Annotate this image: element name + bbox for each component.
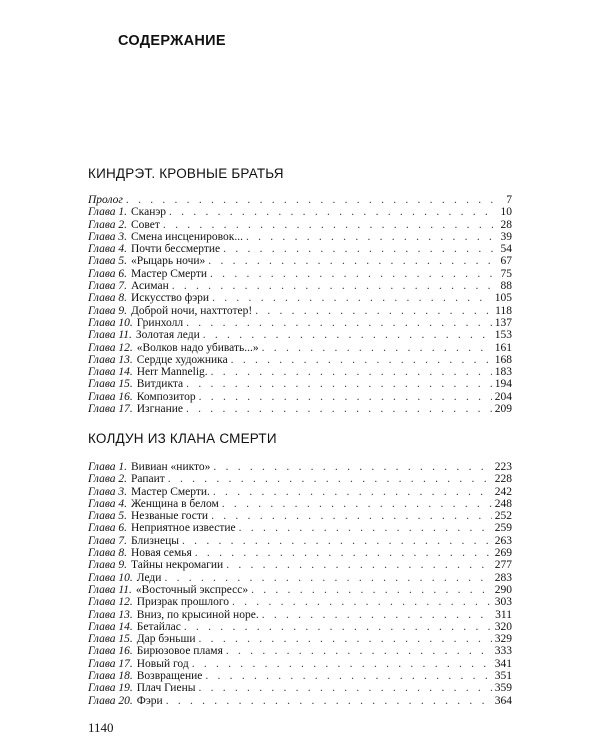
- chapter-title: Искусство фэри: [131, 292, 210, 305]
- dot-leader: [195, 547, 492, 559]
- page-title: СОДЕРЖАНИЕ: [118, 33, 226, 49]
- chapter-label: Глава 3.: [88, 485, 127, 498]
- dot-leader: [210, 268, 497, 280]
- chapter-page-number: 168: [494, 353, 512, 366]
- chapter-title: Бирюзовое пламя: [136, 645, 223, 658]
- chapter-title: «Рыцарь ночи»: [131, 255, 206, 268]
- chapter-title: Рапаит: [131, 473, 165, 486]
- chapter-page-number: 28: [500, 218, 512, 231]
- chapter-page-number: 105: [494, 292, 512, 305]
- chapter-title: Золотая леди: [135, 329, 200, 342]
- chapter-title: Смена инсценировок...: [131, 230, 243, 243]
- section-heading: КИНДРЭТ. КРОВНЫЕ БРАТЬЯ: [88, 166, 284, 181]
- chapter-label: Глава 5.: [88, 510, 127, 523]
- toc-entry: [88, 609, 512, 621]
- dot-leader: [164, 572, 491, 584]
- dot-leader: [255, 305, 492, 317]
- toc-entry: [88, 268, 512, 280]
- chapter-label: Глава 14.: [88, 366, 133, 379]
- chapter-label: Глава 2.: [88, 218, 127, 231]
- chapter-title: Близнецы: [131, 534, 180, 547]
- toc-entry: [88, 305, 512, 317]
- chapter-label: Глава 16.: [88, 390, 133, 403]
- dot-leader: [184, 621, 492, 633]
- dot-leader: [239, 522, 492, 534]
- chapter-title: Изгнание: [136, 403, 183, 416]
- chapter-page-number: 359: [494, 682, 512, 695]
- chapter-label: Глава 13.: [88, 608, 133, 621]
- chapter-page-number: 320: [494, 620, 512, 633]
- toc-entry: [88, 403, 512, 415]
- chapter-label: Глава 17.: [88, 657, 133, 670]
- toc-entry: [88, 658, 512, 670]
- dot-leader: [223, 243, 497, 255]
- chapter-title: Herr Mannelig.: [136, 366, 208, 379]
- chapter-page-number: 183: [494, 366, 512, 379]
- chapter-page-number: 39: [500, 230, 512, 243]
- chapter-label: Глава 7.: [88, 534, 127, 547]
- chapter-label: Глава 16.: [88, 645, 133, 658]
- chapter-page-number: 204: [494, 390, 512, 403]
- chapter-label: Глава 1.: [88, 461, 127, 473]
- toc-list: [88, 194, 512, 415]
- chapter-page-number: 333: [494, 645, 512, 658]
- chapter-title: Витдикта: [136, 378, 184, 391]
- toc-entry: [88, 645, 512, 657]
- chapter-label: Глава 17.: [88, 403, 133, 416]
- chapter-page-number: 7: [506, 194, 512, 206]
- chapter-page-number: 269: [494, 547, 512, 560]
- chapter-label: Глава 8.: [88, 292, 127, 305]
- chapter-label: Глава 10.: [88, 571, 133, 584]
- toc-entry: [88, 354, 512, 366]
- toc-entry: [88, 194, 512, 206]
- toc-list: [88, 461, 512, 707]
- chapter-page-number: 259: [494, 522, 512, 535]
- toc-entry: [88, 547, 512, 559]
- chapter-title: Сердце художника: [136, 353, 228, 366]
- chapter-title: «Волков надо убивать...»: [136, 341, 259, 354]
- dot-leader: [208, 255, 497, 267]
- chapter-label: Глава 9.: [88, 559, 127, 572]
- chapter-page-number: 283: [494, 571, 512, 584]
- chapter-page-number: 351: [494, 670, 512, 683]
- chapter-title: Плач Гиены: [136, 682, 196, 695]
- chapter-label: Глава 1.: [88, 206, 127, 219]
- chapter-title: Неприятное известие: [131, 522, 236, 535]
- toc-entry: [88, 391, 512, 403]
- chapter-title: Совет: [131, 218, 160, 231]
- chapter-label: Глава 9.: [88, 304, 127, 317]
- dot-leader: [232, 596, 492, 608]
- section-heading: КОЛДУН ИЗ КЛАНА СМЕРТИ: [88, 431, 277, 446]
- dot-leader: [231, 354, 492, 366]
- chapter-page-number: 10: [500, 206, 512, 219]
- chapter-page-number: 248: [494, 497, 512, 510]
- dot-leader: [222, 498, 492, 510]
- dot-leader: [226, 559, 492, 571]
- chapter-page-number: 263: [494, 534, 512, 547]
- chapter-title: Доброй ночи, нахттотер!: [131, 304, 253, 317]
- toc-entry: [88, 584, 512, 596]
- dot-leader: [169, 206, 497, 218]
- chapter-title: Незваные гости: [131, 510, 209, 523]
- dot-leader: [166, 695, 492, 707]
- chapter-title: Мастер Смерти: [131, 267, 208, 280]
- chapter-label: Глава 14.: [88, 620, 133, 633]
- chapter-label: Глава 20.: [88, 694, 133, 707]
- dot-leader: [205, 670, 491, 682]
- chapter-title: Вниз, по крысиной норе.: [136, 608, 259, 621]
- dot-leader: [246, 231, 498, 243]
- toc-entry: [88, 621, 512, 633]
- dot-leader: [251, 584, 492, 596]
- chapter-page-number: 153: [494, 329, 512, 342]
- toc-entry: [88, 670, 512, 682]
- chapter-label: Глава 3.: [88, 230, 127, 243]
- dot-leader: [186, 378, 492, 390]
- dot-leader: [163, 219, 498, 231]
- dot-leader: [213, 461, 491, 473]
- chapter-label: Глава 18.: [88, 670, 133, 683]
- chapter-title: Почти бессмертие: [131, 243, 221, 256]
- chapter-label: Глава 4.: [88, 497, 127, 510]
- chapter-page-number: 54: [500, 243, 512, 256]
- toc-entry: [88, 206, 512, 218]
- chapter-title: Композитор: [136, 390, 196, 403]
- dot-leader: [226, 645, 492, 657]
- chapter-label: Глава 6.: [88, 522, 127, 535]
- toc-entry: [88, 522, 512, 534]
- chapter-title: Сканэр: [131, 206, 167, 219]
- dot-leader: [198, 682, 491, 694]
- toc-entry: [88, 510, 512, 522]
- chapter-title: Призрак прошлого: [136, 596, 229, 609]
- dot-leader: [203, 329, 492, 341]
- chapter-page-number: 242: [494, 485, 512, 498]
- dot-leader: [199, 633, 492, 645]
- chapter-page-number: 290: [494, 583, 512, 596]
- chapter-page-number: 137: [494, 316, 512, 329]
- chapter-page-number: 209: [494, 403, 512, 416]
- dot-leader: [262, 609, 492, 621]
- chapter-label: Глава 15.: [88, 378, 133, 391]
- chapter-title: Мастер Смерти.: [131, 485, 210, 498]
- chapter-label: Глава 12.: [88, 341, 133, 354]
- chapter-title: Дар бэньши: [136, 633, 196, 646]
- chapter-label: Глава 13.: [88, 353, 133, 366]
- toc-entry: [88, 572, 512, 584]
- dot-leader: [172, 280, 498, 292]
- chapter-title: Леди: [136, 571, 162, 584]
- toc-entry: [88, 317, 512, 329]
- toc-entry: [88, 366, 512, 378]
- chapter-page-number: 118: [495, 304, 512, 317]
- toc-entry: [88, 329, 512, 341]
- chapter-page-number: 75: [500, 267, 512, 280]
- toc-entry: [88, 498, 512, 510]
- chapter-label: Глава 19.: [88, 682, 133, 695]
- dot-leader: [168, 473, 492, 485]
- toc-entry: [88, 633, 512, 645]
- toc-entry: [88, 378, 512, 390]
- toc-entry: [88, 473, 512, 485]
- dot-leader: [211, 510, 492, 522]
- chapter-page-number: 329: [494, 633, 512, 646]
- toc-entry: [88, 243, 512, 255]
- chapter-title: Новый год: [136, 657, 189, 670]
- toc-entry: [88, 461, 512, 473]
- dot-leader: [192, 658, 492, 670]
- toc-entry: [88, 255, 512, 267]
- chapter-label: Глава 4.: [88, 243, 127, 256]
- chapter-page-number: 341: [494, 657, 512, 670]
- chapter-page-number: 161: [494, 341, 512, 354]
- dot-leader: [182, 535, 492, 547]
- chapter-page-number: 311: [495, 608, 512, 621]
- chapter-title: Бетайлас: [136, 620, 181, 633]
- chapter-label: Глава 6.: [88, 267, 127, 280]
- chapter-title: Новая семья: [131, 547, 192, 560]
- chapter-label: Глава 7.: [88, 280, 127, 293]
- toc-entry: [88, 292, 512, 304]
- toc-entry: [88, 342, 512, 354]
- chapter-label: Глава 5.: [88, 255, 127, 268]
- dot-leader: [212, 292, 492, 304]
- dot-leader: [213, 486, 492, 498]
- toc-entry: [88, 486, 512, 498]
- toc-entry: [88, 596, 512, 608]
- chapter-page-number: 228: [494, 473, 512, 486]
- chapter-title: Возвращение: [136, 670, 203, 683]
- chapter-page-number: 67: [500, 255, 512, 268]
- chapter-label: Глава 11.: [88, 329, 132, 342]
- page-number: 1140: [88, 720, 114, 735]
- chapter-label: Глава 8.: [88, 547, 127, 560]
- chapter-label: Пролог: [88, 194, 123, 206]
- chapter-page-number: 194: [494, 378, 512, 391]
- chapter-page-number: 303: [494, 596, 512, 609]
- chapter-page-number: 88: [500, 280, 512, 293]
- chapter-title: Фэри: [136, 694, 163, 707]
- chapter-title: Тайны некромагии: [131, 559, 224, 572]
- dot-leader: [186, 403, 492, 415]
- dot-leader: [126, 194, 503, 206]
- toc-entry: [88, 682, 512, 694]
- dot-leader: [186, 317, 492, 329]
- chapter-label: Глава 15.: [88, 633, 133, 646]
- chapter-label: Глава 12.: [88, 596, 133, 609]
- chapter-title: Женщина в белом: [131, 497, 219, 510]
- dot-leader: [211, 366, 492, 378]
- chapter-label: Глава 11.: [88, 583, 132, 596]
- chapter-title: Асиман: [131, 280, 169, 293]
- chapter-page-number: 223: [494, 461, 512, 473]
- toc-entry: [88, 695, 512, 707]
- chapter-label: Глава 2.: [88, 473, 127, 486]
- toc-entry: [88, 559, 512, 571]
- chapter-page-number: 364: [494, 694, 512, 707]
- chapter-title: Вивиан «никто»: [131, 461, 211, 473]
- dot-leader: [262, 342, 492, 354]
- chapter-page-number: 277: [494, 559, 512, 572]
- chapter-page-number: 252: [494, 510, 512, 523]
- toc-entry: [88, 535, 512, 547]
- chapter-title: Гринхолл: [136, 316, 184, 329]
- toc-entry: [88, 219, 512, 231]
- toc-entry: [88, 231, 512, 243]
- chapter-title: «Восточный экспресс»: [135, 583, 249, 596]
- chapter-label: Глава 10.: [88, 316, 133, 329]
- toc-entry: [88, 280, 512, 292]
- dot-leader: [199, 391, 492, 403]
